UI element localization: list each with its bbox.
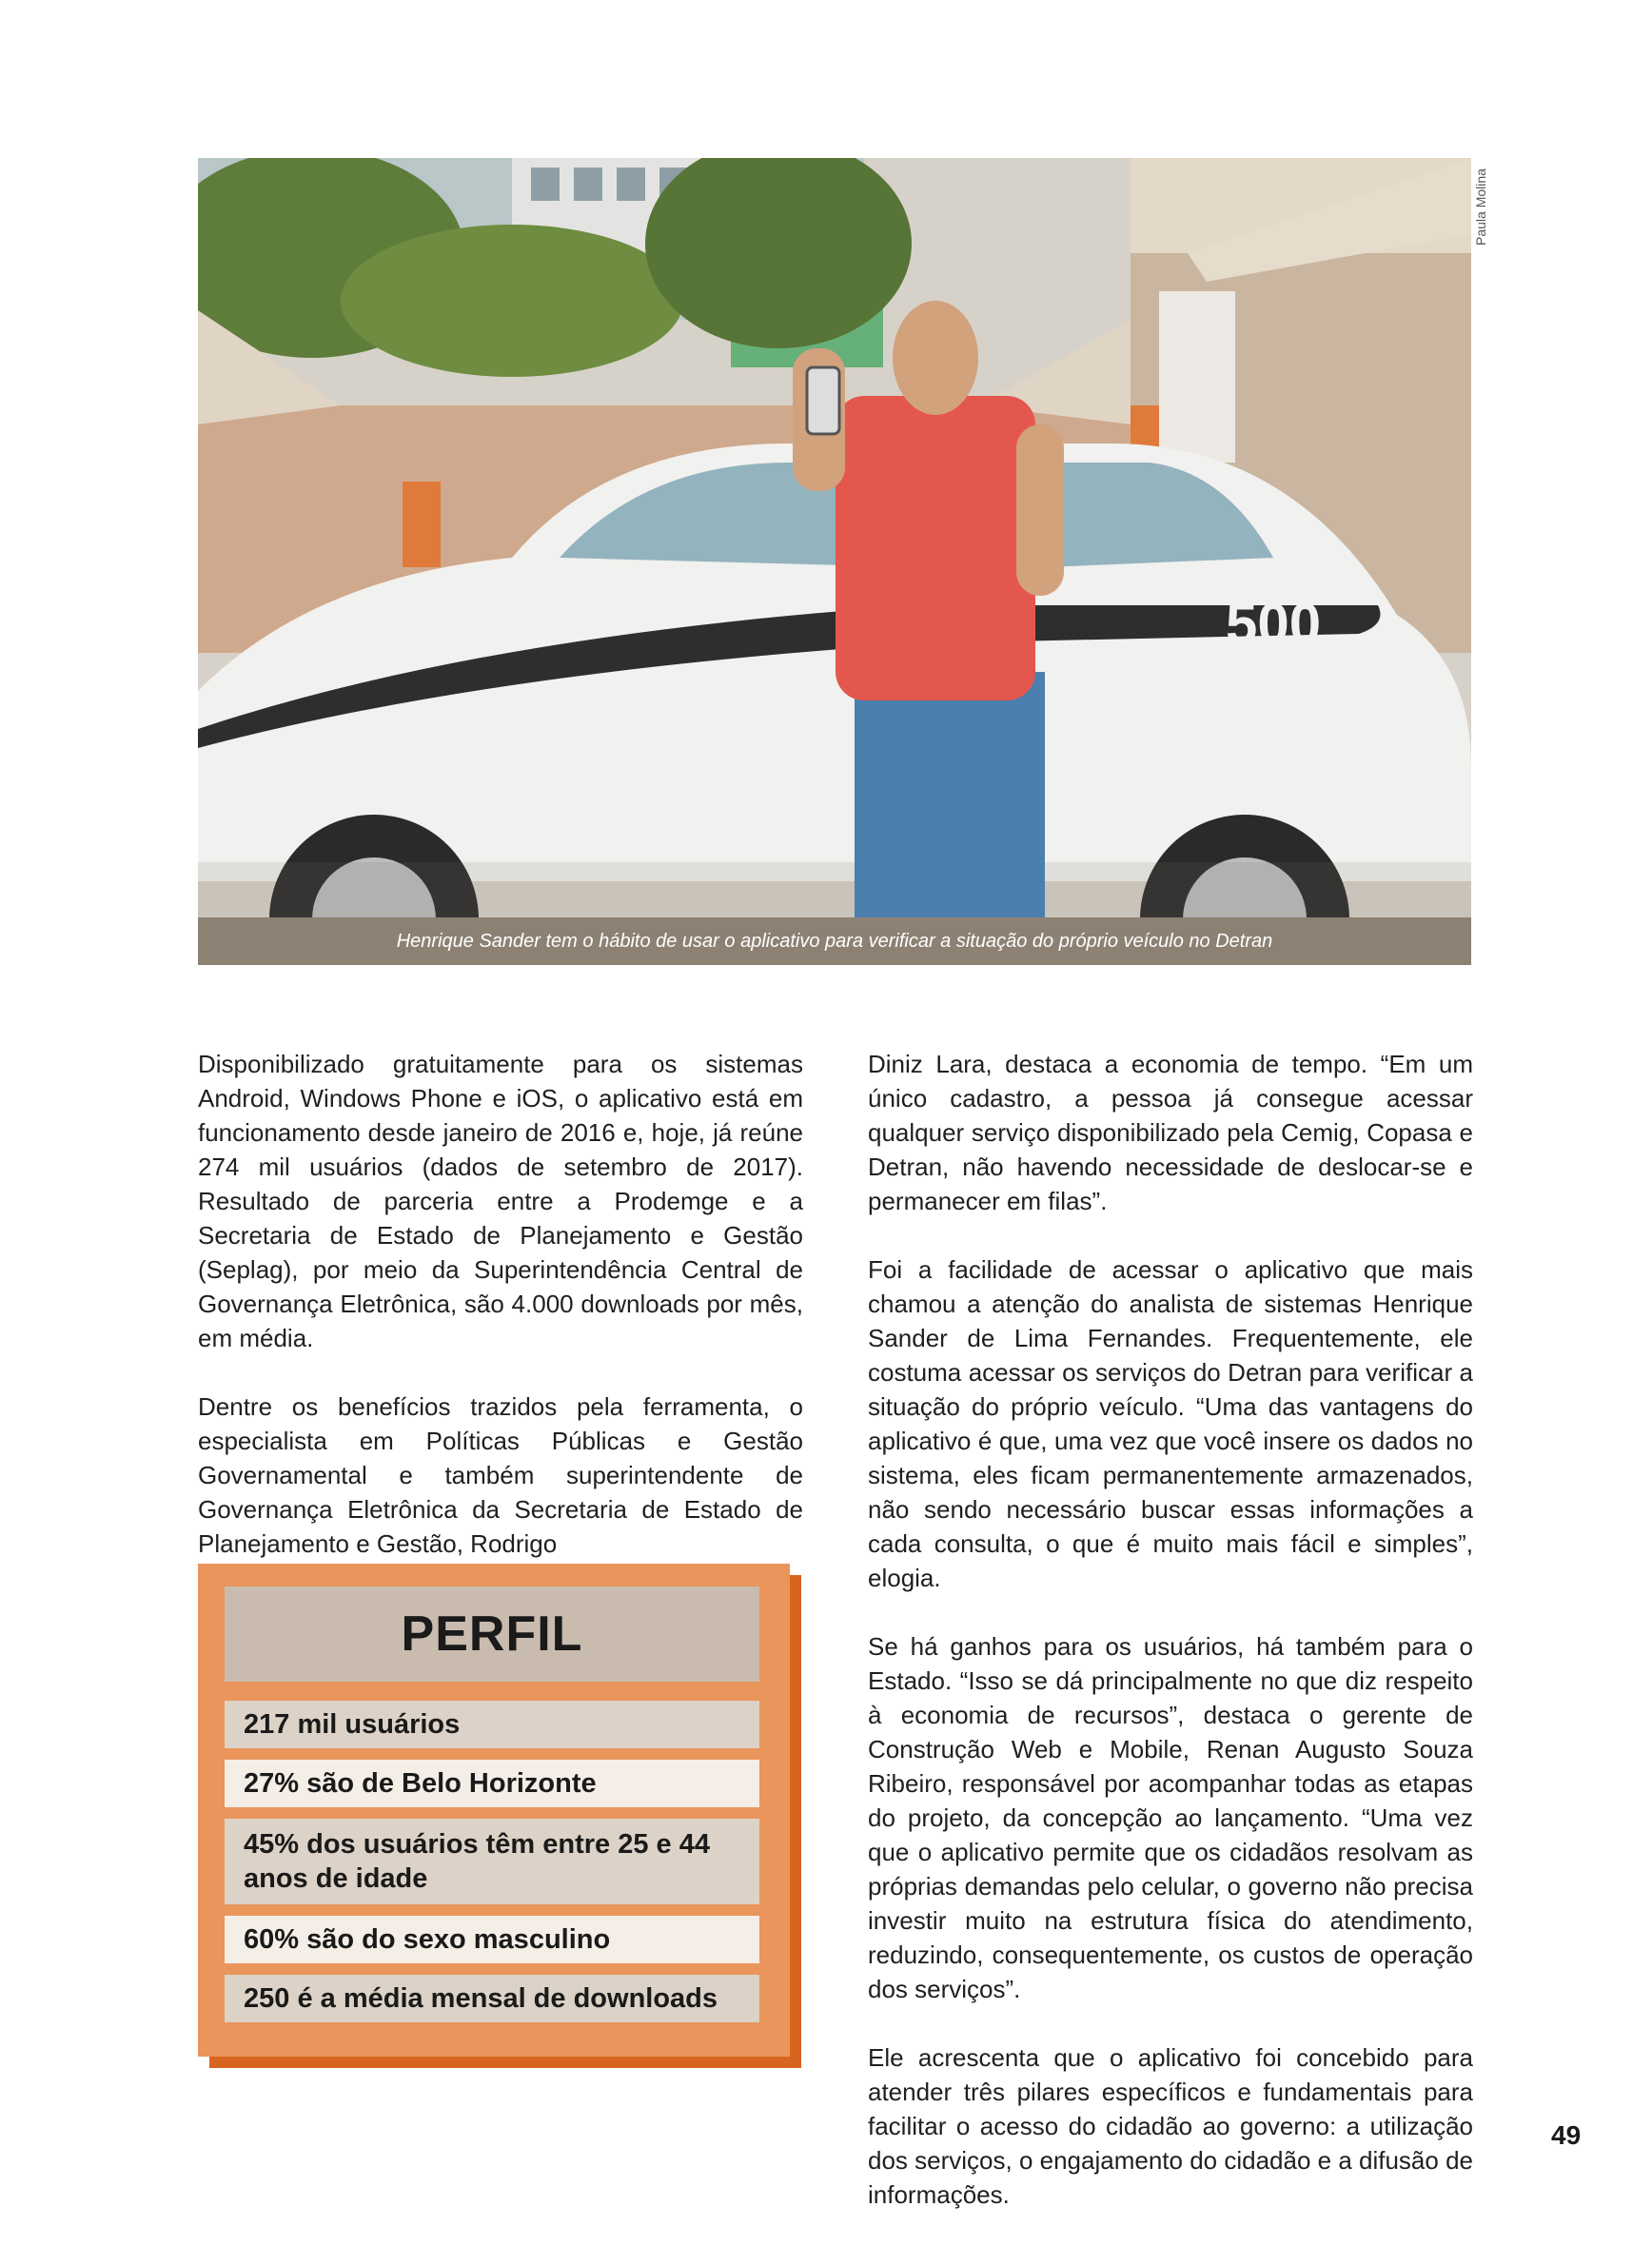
- photo-caption: Henrique Sander tem o hábito de usar o aplicativo para verificar a situação do próprio veículo no Detran: [198, 917, 1471, 965]
- perfil-item: 60% são do sexo masculino: [225, 1916, 759, 1963]
- perfil-item: 250 é a média mensal de downloads: [225, 1975, 759, 2022]
- car-badge: 500: [1226, 592, 1322, 656]
- perfil-title: PERFIL: [225, 1586, 759, 1682]
- perfil-item: 45% dos usuários têm entre 25 e 44 anos de idade: [225, 1819, 759, 1904]
- photo-credit: Paula Molina: [1473, 168, 1488, 246]
- paragraph: Dentre os benefícios trazidos pela ferramenta, o especialista em Políticas Públicas e Gestão Governamental e também superintendente de Governança Eletrônica da Secretaria de Estado de Planejamento e Gestão, Rodrigo: [198, 1392, 803, 1558]
- photo-illustration: [198, 158, 1471, 965]
- paragraph: Foi a facilidade de acessar o aplicativo que mais chamou a atenção do analista de sistemas Henrique Sander de Lima Fernandes. Frequentemente, ele costuma acessar os serviços do Detran para verificar a situação do próprio veículo. “Uma das vantagens do aplicativo é que, uma vez que você insere os dados no sistema, eles ficam permanentemente armazenados, não sendo necessário buscar essas informações a cada consulta, o que é muito mais fácil e simples”, elogia.: [868, 1255, 1473, 1592]
- paragraph: Se há ganhos para os usuários, há também para o Estado. “Isso se dá principalmente no que diz respeito à economia de recursos”, destaca o gerente de Construção Web e Mobile, Renan Augusto Souza Ribeiro, responsável por acompanhar todas as etapas do projeto, da concepção ao lançamento. “Uma vez que o aplicativo permite que os cidadãos resolvam as próprias demandas pelo celular, o governo não precisa investir muito na estrutura física do atendimento, reduzindo, consequentemente, os custos de operação dos serviços”.: [868, 1632, 1473, 2003]
- page-number: 49: [1551, 2120, 1582, 2150]
- perfil-item: 217 mil usuários: [225, 1701, 759, 1748]
- perfil-box: [198, 1564, 790, 2057]
- perfil-item: 27% são de Belo Horizonte: [225, 1760, 759, 1807]
- article-photo: [198, 158, 1471, 965]
- paragraph: Ele acrescenta que o aplicativo foi concebido para atender três pilares específicos e fundamentais para facilitar o acesso do cidadão ao governo: a utilização dos serviços, o engajamento do cidadão e a difusão de informações.: [868, 2043, 1473, 2209]
- article-right-column: [868, 1047, 1473, 2246]
- article-left-column: [198, 1047, 803, 1595]
- paragraph: Diniz Lara, destaca a economia de tempo. “Em um único cadastro, a pessoa já consegue acessar qualquer serviço disponibilizado pela Cemig, Copasa e Detran, não havendo necessidade de deslocar-se e permanecer em filas”.: [868, 1050, 1473, 1215]
- paragraph: Disponibilizado gratuitamente para os sistemas Android, Windows Phone e iOS, o aplicativo está em funcionamento desde janeiro de 2016 e, hoje, já reúne 274 mil usuários (dados de setembro de 2017). Resultado de parceria entre a Prodemge e a Secretaria de Estado de Planejamento e Gestão (Seplag), por meio da Superintendência Central de Governança Eletrônica, são 4.000 downloads por mês, em média.: [198, 1050, 803, 1352]
